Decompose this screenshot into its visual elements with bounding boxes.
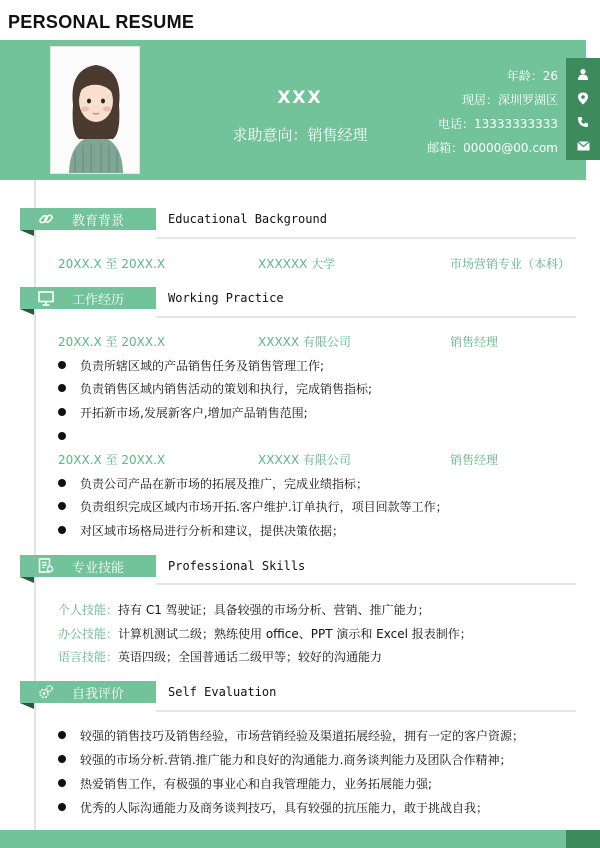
document-title: PERSONAL RESUME: [8, 12, 195, 32]
job-1-duty: 负责销售区域内销售活动的策划和执行，完成销售指标;: [58, 380, 372, 397]
job-1-duty: 开拓新市场,发展新客户,增加产品销售范围;: [58, 404, 308, 421]
info-phone: 电话：13333333333: [438, 117, 558, 131]
mail-icon: [566, 134, 600, 158]
timeline-line: [34, 180, 36, 830]
footer-accent: [566, 830, 600, 848]
job-2-duty: 负责组织完成区域内市场开拓.客户维护.订单执行，项目回款等工作；: [58, 498, 448, 515]
section-self-eval-header: [20, 681, 156, 703]
section-divider: [156, 710, 576, 712]
info-age: 年龄：26: [506, 69, 558, 83]
job-1-position: 销售经理: [450, 335, 499, 349]
section-self-eval-title: 自我评价: [72, 686, 125, 702]
phone-icon: [566, 110, 600, 134]
section-fold: [20, 309, 34, 315]
job-intent: 求助意向：销售经理: [232, 126, 368, 144]
skill-item: 语言技能：英语四级；全国普通话二级甲等；较好的沟通能力: [58, 650, 383, 664]
self-eval-item: 热爱销售工作，有极强的事业心和自我管理能力，业务拓展能力强;: [58, 775, 432, 792]
gears-icon: [20, 684, 72, 700]
avatar-illustration: [51, 47, 140, 174]
person-icon: [566, 62, 600, 86]
section-fold: [20, 703, 34, 709]
skill-item: 个人技能：持有 C1 驾驶证；具备较强的市场分析、营销、推广能力；: [58, 603, 430, 617]
section-work-header: [20, 287, 156, 309]
section-fold: [20, 230, 34, 236]
section-education-title-en: Educational Background: [168, 212, 327, 226]
section-divider: [156, 583, 576, 585]
monitor-icon: [20, 291, 72, 306]
info-location: 现居：深圳罗湖区: [461, 93, 558, 107]
job-1-company: XXXXX 有限公司: [258, 335, 351, 349]
skill-item: 办公技能：计算机测试二级；熟练使用 office、PPT 演示和 Excel 报表制作；: [58, 627, 472, 641]
section-education-header: [20, 208, 156, 230]
location-pin-icon: [566, 86, 600, 110]
section-self-eval-title-en: Self Evaluation: [168, 685, 277, 699]
job-2-duty: 负责公司产品在新市场的拓展及推广，完成业绩指标；: [58, 475, 368, 492]
certificate-icon: [20, 558, 72, 574]
section-work-title: 工作经历: [72, 292, 125, 308]
link-icon: [20, 211, 72, 227]
job-2-duty: 对区域市场格局进行分析和建议，提供决策依据；: [58, 522, 344, 539]
section-skills-title-en: Professional Skills: [168, 559, 306, 573]
section-divider: [156, 316, 576, 318]
self-eval-item: 优秀的人际沟通能力及商务谈判技巧，具有较强的抗压能力，敢于挑战自我；: [58, 799, 488, 816]
education-school: XXXXXX 大学: [258, 257, 336, 271]
candidate-name: XXX: [277, 88, 323, 108]
education-date: 20XX.X 至 20XX.X: [58, 257, 166, 271]
footer-band: [0, 830, 600, 848]
info-email: 邮箱：00000@00.com: [427, 141, 558, 155]
section-skills-header: [20, 555, 156, 577]
job-2-position: 销售经理: [450, 453, 499, 467]
education-major: 市场营销专业（本科）: [450, 257, 571, 271]
contact-icon-bar: [566, 58, 600, 160]
section-fold: [20, 577, 34, 583]
job-1-duty: 负责所辖区域的产品销售任务及销售管理工作;: [58, 357, 324, 374]
job-1-duty-empty: [58, 428, 80, 442]
section-divider: [156, 237, 576, 239]
section-education-title: 教育背景: [72, 213, 125, 229]
job-2-date: 20XX.X 至 20XX.X: [58, 453, 166, 467]
job-2-company: XXXXX 有限公司: [258, 453, 351, 467]
section-work-title-en: Working Practice: [168, 291, 284, 305]
self-eval-item: 较强的市场分析.营销.推广能力和良好的沟通能力.商务谈判能力及团队合作精神；: [58, 751, 511, 768]
job-1-date: 20XX.X 至 20XX.X: [58, 335, 166, 349]
self-eval-item: 较强的销售技巧及销售经验，市场营销经验及渠道拓展经验，拥有一定的客户资源；: [58, 727, 524, 744]
profile-photo: [50, 46, 140, 174]
section-skills-title: 专业技能: [72, 560, 125, 576]
